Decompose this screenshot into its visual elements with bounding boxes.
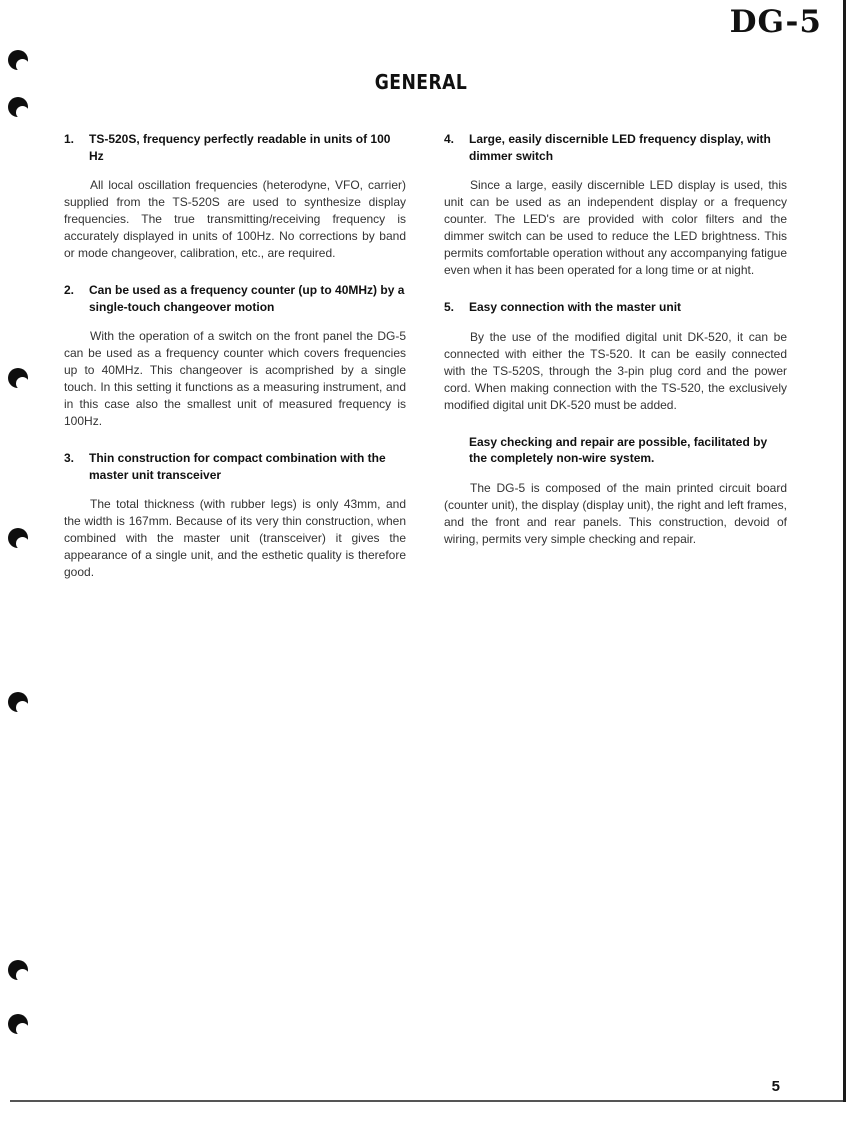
section-heading-text: Easy connection with the master unit xyxy=(469,300,682,314)
section-body: All local oscillation frequencies (heterodyne, VFO, carrier) supplied from the TS-520S are used to synthesize display frequencies. The true transmitting/receiving frequency is accurately displayed in units of 100Hz. No corrections by band or mode changeover, calibration, etc., are required. xyxy=(64,178,406,260)
section-body: By the use of the modified digital unit DK-520, it can be connected with either the TS-520. It can be easily connected with the TS-520S, through the 3-pin plug cord and the power cord. When making connection with the TS-520, the exclusively modified digital unit DK-520 must be added. xyxy=(444,329,787,412)
section-2 xyxy=(64,282,406,430)
page-title: GENERAL xyxy=(374,70,468,94)
section-heading-text: TS-520S, frequency perfectly readable in units of 100 Hz xyxy=(89,132,391,163)
page-edge-bottom xyxy=(10,1100,843,1102)
section-heading xyxy=(64,450,406,483)
binder-hole xyxy=(8,97,28,117)
binder-hole xyxy=(8,1014,28,1034)
section-heading xyxy=(444,299,787,316)
section-body: With the operation of a switch on the front panel the DG-5 can be used as a frequency counter which covers frequencies up to 40MHz. This changeover is acomprished by a single touch. In this setting it functions as a measuring instrument, and in this case also the smallest unit of measured frequency is 100Hz. xyxy=(64,329,406,428)
section-heading xyxy=(444,434,787,467)
binder-hole xyxy=(8,50,28,70)
section-number: 1. xyxy=(64,132,75,146)
page-edge-right xyxy=(843,0,846,1102)
section-number: 2. xyxy=(64,283,75,297)
section-6 xyxy=(444,434,787,548)
section-body: Since a large, easily discernible LED display is used, this unit can be used as an independent display or a frequency counter. The LED's are provided with color filters and the dimmer switch can be used to reduce the LED brightness. This permits comfortable operation without any accompanying fatigue even when it has been operated for a long time or at night. xyxy=(444,178,787,277)
section-heading xyxy=(444,131,787,164)
section-number: 3. xyxy=(64,451,75,465)
section-heading xyxy=(64,131,406,164)
binder-hole xyxy=(8,528,28,548)
section-heading-text: Can be used as a frequency counter (up to 40MHz) by a single-touch changeover motion xyxy=(89,283,405,314)
section-4 xyxy=(444,131,787,279)
section-heading-text: Easy checking and repair are possible, facilitated by the completely non-wire system. xyxy=(469,434,768,465)
section-5 xyxy=(444,299,787,414)
page-number: 5 xyxy=(771,1078,780,1095)
binder-hole xyxy=(8,692,28,712)
section-heading-text: Large, easily discernible LED frequency display, with dimmer switch xyxy=(469,132,771,163)
section-number: 4. xyxy=(444,132,455,146)
section-1 xyxy=(64,131,406,262)
model-label: DG-5 xyxy=(729,4,822,40)
section-3 xyxy=(64,450,406,581)
section-heading-text: Thin construction for compact combination with the master unit transceiver xyxy=(89,451,386,482)
section-body: The DG-5 is composed of the main printed circuit board (counter unit), the display (display unit), the right and left frames, and the front and rear panels. This construction, devoid of wiring, permits very simple checking and repair. xyxy=(444,480,787,546)
left-column xyxy=(64,131,406,601)
binder-hole xyxy=(8,368,28,388)
binder-hole xyxy=(8,960,28,980)
section-body: The total thickness (with rubber legs) is only 43mm, and the width is 167mm. Because of its very thin construction, when combined with the master unit (transceiver) it gives the appearance of a single unit, and the esthetic quality is therefore good. xyxy=(64,497,406,579)
right-column xyxy=(444,131,787,568)
section-heading xyxy=(64,282,406,315)
section-number: 5. xyxy=(444,300,455,314)
